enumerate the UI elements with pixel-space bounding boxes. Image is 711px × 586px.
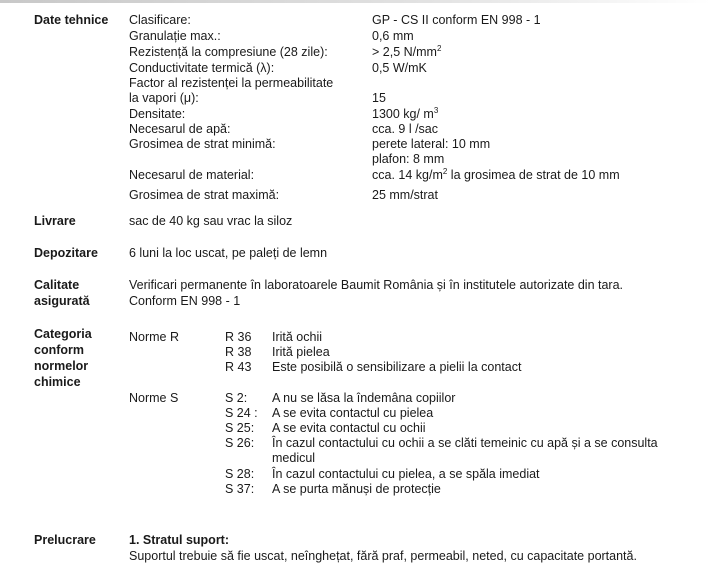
- norme-r-label: Norme R: [129, 330, 180, 344]
- norme-s-label: Norme S: [129, 391, 179, 405]
- tech-label: Granulație max.:: [129, 29, 221, 43]
- norme-s-text: A nu se lăsa la îndemâna copiilor: [272, 391, 456, 405]
- heading-categoria-4: chimice: [34, 375, 81, 389]
- tech-label: Conductivitate termică (λ):: [129, 61, 275, 75]
- norme-s-code: S 25:: [225, 421, 255, 435]
- norme-s-text: A se evita contactul cu pielea: [272, 406, 434, 420]
- norme-s-code: S 24 :: [225, 406, 258, 420]
- tech-value-strat-min-plafon: plafon: 8 mm: [372, 152, 445, 166]
- norme-s-code: S 26:: [225, 436, 255, 450]
- livrare-text: sac de 40 kg sau vrac la siloz: [129, 214, 293, 228]
- tech-label: Densitate:: [129, 107, 186, 121]
- tech-label: Necesarul de material:: [129, 168, 255, 182]
- tech-label: la vapori (μ):: [129, 91, 199, 105]
- top-divider: [0, 0, 711, 4]
- heading-categoria-3: normelor: [34, 359, 89, 373]
- prelucrare-heading: 1. Stratul suport:: [129, 533, 230, 547]
- calitate-text: Verificari permanente în laboratoarele Baumit România și în institutele autorizate din tara.: [129, 278, 624, 292]
- norme-s-text: În cazul contactului cu ochii a se clăti temeinic cu apă și a se consulta: [272, 436, 658, 450]
- tech-label: Grosimea de strat minimă:: [129, 137, 276, 151]
- norme-s-text: În cazul contactului cu pielea, a se spăla imediat: [272, 467, 540, 481]
- heading-depozitare: Depozitare: [34, 246, 98, 260]
- heading-prelucrare: Prelucrare: [34, 533, 96, 547]
- tech-label: Clasificare:: [129, 13, 191, 27]
- norme-r-code: R 38: [225, 345, 252, 359]
- heading-date-tehnice: Date tehnice: [34, 13, 109, 27]
- calitate-text: Conform EN 998 - 1: [129, 294, 241, 308]
- norme-s-code: S 2:: [225, 391, 248, 405]
- norme-r-code: R 36: [225, 330, 252, 344]
- heading-calitate: Calitate: [34, 278, 80, 292]
- tech-value-strat-max: 25 mm/strat: [372, 188, 438, 202]
- heading-livrare: Livrare: [34, 214, 76, 228]
- tech-value-conductivitate: 0,5 W/mK: [372, 61, 427, 75]
- tech-value-apa: cca. 9 l /sac: [372, 122, 438, 136]
- tech-value-material: cca. 14 $kg/m^2$ la grosimea de strat de 10 mm: [372, 166, 620, 182]
- heading-categoria: Categoria: [34, 327, 92, 341]
- norme-s-text: medicul: [272, 451, 316, 465]
- norme-s-text: A se purta mănuși de protecție: [272, 482, 441, 496]
- prelucrare-text: Suportul trebuie să fie uscat, neînghețat, fără praf, permeabil, neted, cu capacitate portantă.: [129, 549, 637, 563]
- norme-r-code: R 43: [225, 360, 252, 374]
- norme-r-text: Este posibilă o sensibilizare a pielii la contact: [272, 360, 522, 374]
- norme-s-code: S 28:: [225, 467, 255, 481]
- tech-value-permeabilitate: 15: [372, 91, 386, 105]
- tech-label: Factor al rezistenței la permeabilitate: [129, 76, 334, 90]
- tech-label: Necesarul de apă:: [129, 122, 231, 136]
- tech-label: Grosimea de strat maximă:: [129, 188, 280, 202]
- depozitare-text: 6 luni la loc uscat, pe paleți de lemn: [129, 246, 328, 260]
- heading-categoria-2: conform: [34, 343, 84, 357]
- norme-s-code: S 37:: [225, 482, 255, 496]
- tech-value-clasificare: GP - CS II conform EN 998 - 1: [372, 13, 541, 27]
- tech-label: Rezistență la compresiune (28 zile):: [129, 45, 328, 59]
- tech-value-densitate: 1300 kg/ $m^3$: [372, 105, 439, 121]
- tech-value-granulatie: 0,6 mm: [372, 29, 414, 43]
- tech-value-strat-min: perete lateral: 10 mm: [372, 137, 491, 151]
- norme-s-text: A se evita contactul cu ochii: [272, 421, 426, 435]
- heading-calitate-2: asigurată: [34, 294, 90, 308]
- norme-r-text: Irită ochii: [272, 330, 323, 344]
- tech-value-rezistenta: > 2,5 $N/mm^2$: [372, 43, 442, 59]
- norme-r-text: Irită pielea: [272, 345, 330, 359]
